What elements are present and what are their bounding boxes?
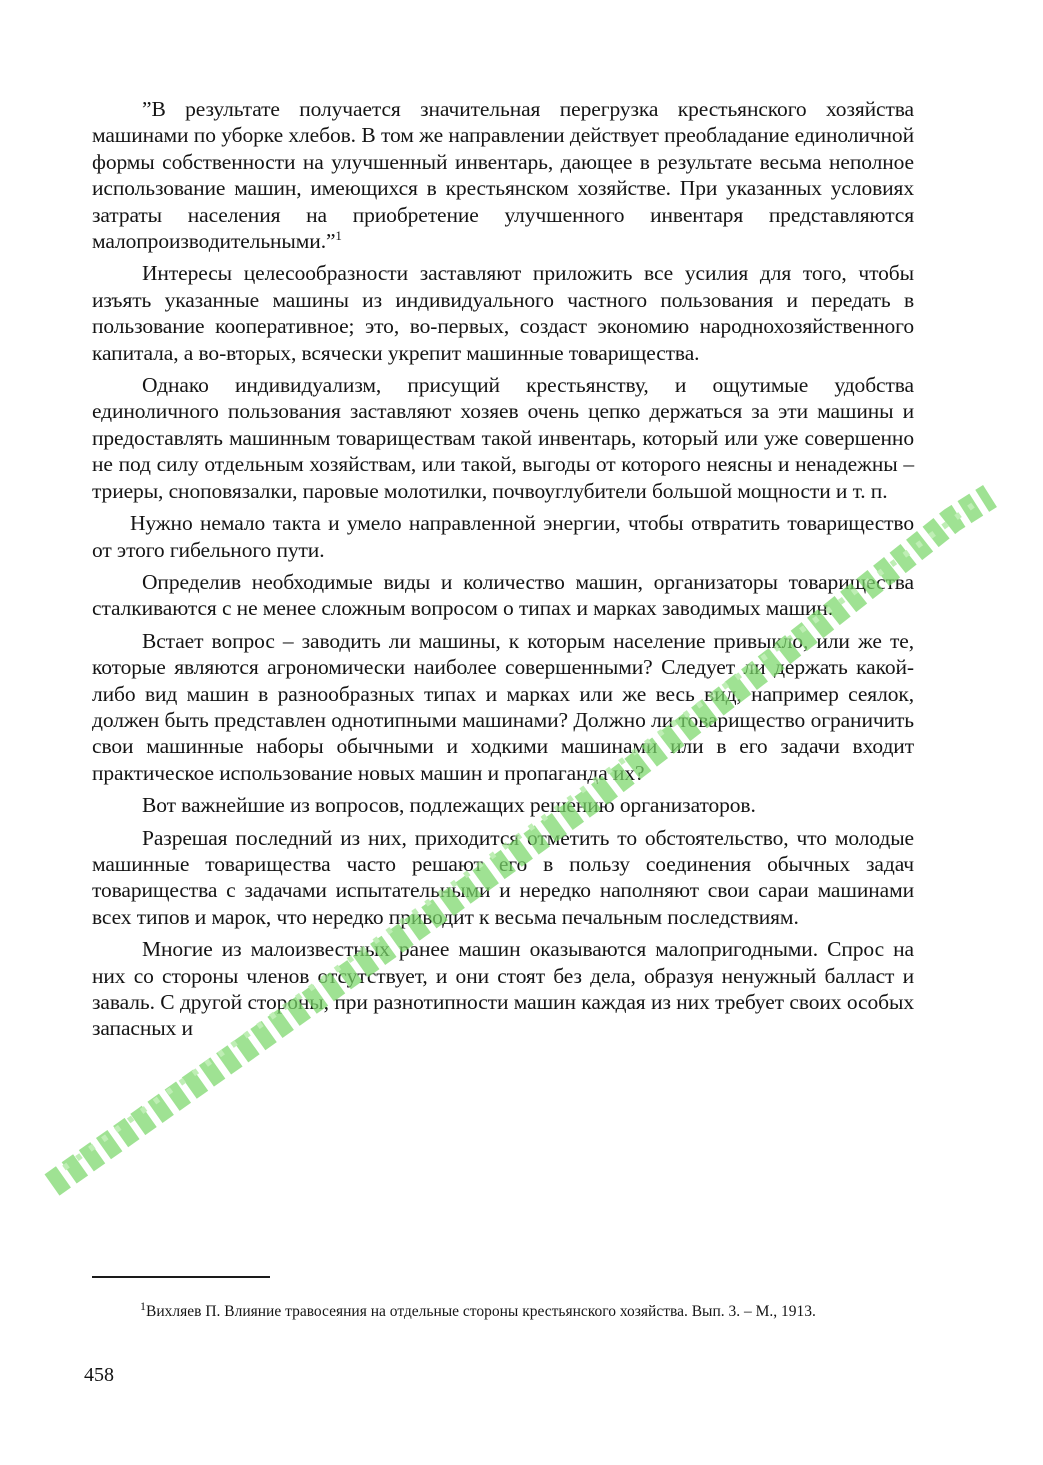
paragraph: Многие из малоизвестных ранее машин оказываются малопригодными. Спрос на них со стороны членов отсутствует, и они стоят без дела, образуя ненужный балласт и заваль. С другой стороны, при разнотипности машин каждая из них требует своих особых запасных и (92, 937, 914, 1041)
footnote-reference[interactable]: 1 (335, 227, 342, 243)
page-number: 458 (84, 1364, 114, 1386)
paragraph-quote (92, 96, 914, 254)
paragraph: Определив необходимые виды и количество машин, организаторы товарищества сталкиваются с не менее сложным вопросом о типах и марках заводимых машин. (92, 569, 914, 621)
footnote-marker: 1 (140, 1298, 146, 1313)
paragraph: Разрешая последний из них, приходится отметить то обстоятельство, что молодые машинные товарищества часто решают его в пользу соединения обычных задач товарищества с задачами испытательными и нередко наполняют свои сараи машинами всех типов и марок, что нередко приводит к весьма печальным последствиям. (92, 825, 914, 929)
footnote-text: Вихляев П. Влияние травосеяния на отдельные стороны крестьянского хозяйства. Вып. 3. – М., 1913. (146, 1303, 816, 1320)
paragraph: Встает вопрос – заводить ли машины, к которым население привыкло, или же те, которые являются агрономически наиболее совершенными? Следует ли держать какой-либо вид машин в разнообразных типах и марках или же весь вид, например сеялок, должен быть представлен однотипными машинами? Должно ли товарищество ограничить свои машинные наборы обычными и ходкими машинами или в его задачи входит практическое использование новых машин и пропаганда их? (92, 628, 914, 785)
paragraph: Однако индивидуализм, присущий крестьянству, и ощутимые удобства единоличного пользования заставляют хозяев очень цепко держаться за эти машины и предоставлять машинным товариществам такой инвентарь, который или уже совершенно не под силу отдельным хозяйствам, или такой, выгоды от которого неясны и ненадежны – триеры, сноповязалки, паровые молотилки, почвоуглубители большой мощности и т. п. (92, 373, 914, 503)
paragraph: Нужно немало такта и умело направленной энергии, чтобы отвратить товарищество от этого гибельного пути. (92, 511, 914, 562)
paragraph: Вот важнейшие из вопросов, подлежащих решению организаторов. (142, 793, 756, 818)
footnote-divider (92, 1276, 270, 1278)
footnote (92, 1300, 914, 1324)
paragraph: Интересы целесообразности заставляют приложить все усилия для того, чтобы изъять указанные машины из индивидуального частного пользования и передать в пользование кооперативное; это, во-первых, создаст экономию народнохозяйственного капитала, а во-вторых, всячески укрепит машинные товарищества. (92, 261, 914, 365)
body-text (92, 96, 914, 1048)
paragraph-text: ”В результате получается значительная перегрузка крестьянского хозяйства машинами по уборке хлебов. В том же направлении действует преобладание единоличной формы собственности на улучшенный инвентарь, дающее в результате весьма неполное использование машин, имеющихся в крестьянском хозяйстве. При указанных условиях затраты населения на приобретение улучшенного инвентаря представляются малопроизводительными.” (92, 97, 914, 254)
